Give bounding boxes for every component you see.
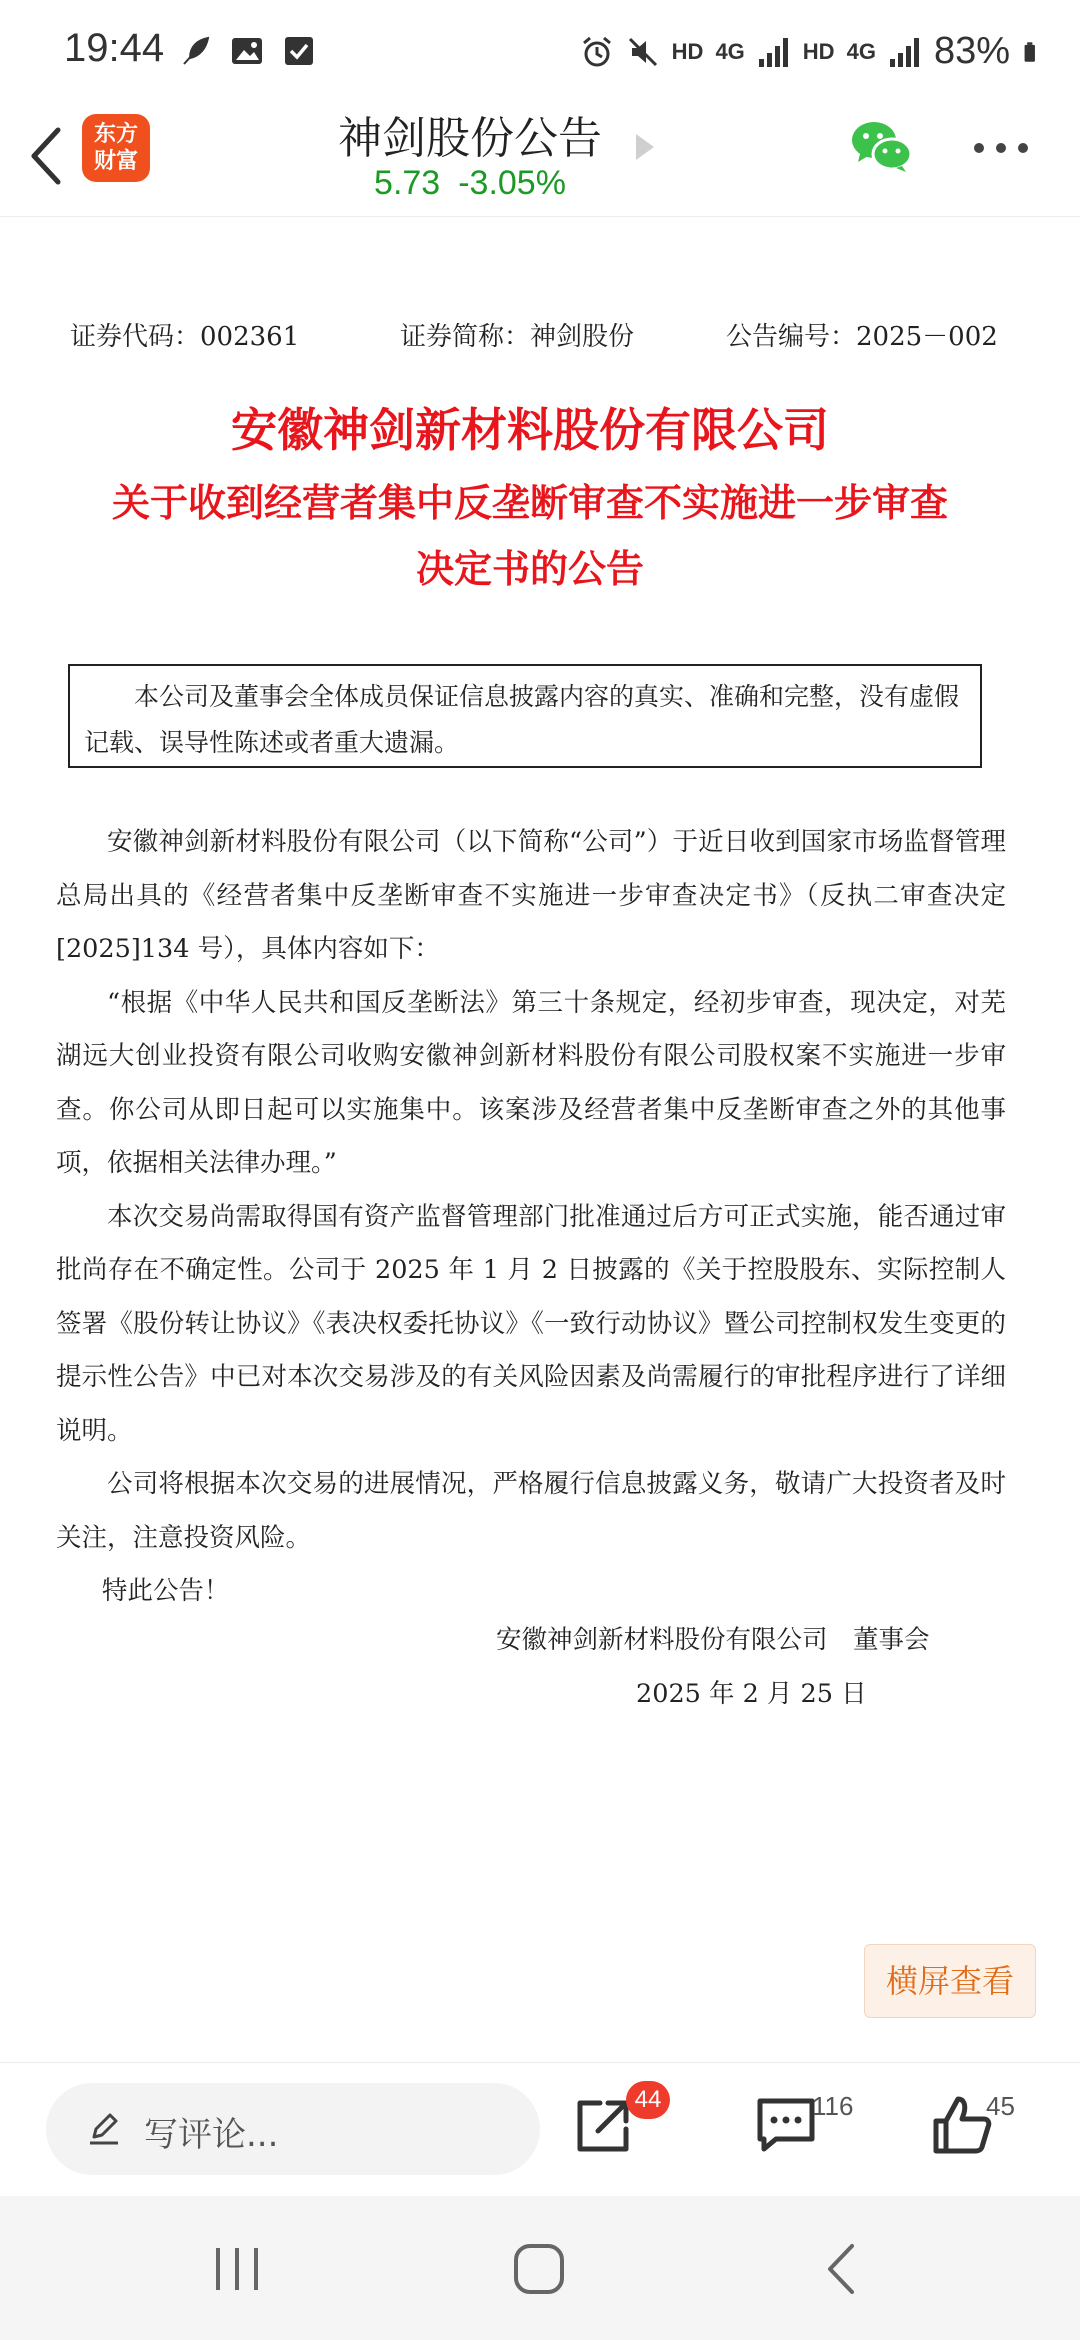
doc-title-line: 决定书的公告 xyxy=(415,547,644,591)
stock-quote xyxy=(0,164,940,203)
signature: 安徽神剑新材料股份有限公司 董事会 xyxy=(496,1625,930,1655)
doc-title-company: 安徽神剑新材料股份有限公司 xyxy=(231,403,829,457)
doc-paragraph: 公司将根据本次交易的进展情况，严格履行信息披露义务，敬请广大投资者及时关注，注意投资风险。 xyxy=(56,1469,1006,1553)
thumbs-up-icon[interactable] xyxy=(930,2093,994,2157)
doc-title-line: 关于收到经营者集中反垄断审查不实施进一步审查 xyxy=(111,481,948,525)
share-count-badge: 44 xyxy=(626,2081,670,2119)
statement-text: 本公司及董事会全体成员保证信息披露内容的真实、准确和完整，没有虚假记载、误导性陈述或者重大遗漏。 xyxy=(84,682,960,757)
doc-paragraph: “根据《中华人民共和国反垄断法》第三十条规定，经初步审查，现决定，对芜湖远大创业投资有限公司收购安徽神剑新材料股份有限公司股权案不实施进一步审查。你公司从即日起可以实施集中。该案涉及经营者集中反垄断审查之外的其他事项，依据相关法律办理。” xyxy=(56,987,1006,1178)
comment-count: 116 xyxy=(812,2091,854,2121)
logo-text-bottom: 财富 xyxy=(93,149,138,174)
doc-date: 2025 年 2 月 25 日 xyxy=(636,1679,867,1709)
stock-change: -3.05% xyxy=(458,164,566,202)
home-icon[interactable] xyxy=(512,2242,566,2296)
statement-box xyxy=(68,664,982,768)
signal-icon xyxy=(888,35,922,69)
play-arrow-icon[interactable] xyxy=(632,132,656,162)
battery-percent: 83% xyxy=(933,30,1010,72)
battery-icon xyxy=(1022,35,1044,69)
page-title: 神剑股份公告 xyxy=(338,113,602,164)
hd-label: HD xyxy=(671,38,704,64)
security-code: 证券代码：002361 xyxy=(70,322,300,352)
landscape-view-button[interactable]: 横屏查看 xyxy=(864,1944,1036,2018)
bottom-action-bar xyxy=(0,2062,1080,2197)
alarm-icon xyxy=(580,35,614,69)
notice-number: 公告编号：2025－002 xyxy=(726,322,998,352)
mute-icon xyxy=(626,35,660,69)
doc-paragraph: 安徽神剑新材料股份有限公司（以下简称“公司”）于近日收到国家市场监督管理总局出具的《经营者集中反垄断审查不实施进一步审查决定书》（反执二审查决定[2025]134 号），具体内容如下： xyxy=(56,827,1006,964)
recents-icon[interactable] xyxy=(212,2244,262,2294)
nav-back-icon[interactable] xyxy=(822,2242,862,2296)
status-bar xyxy=(0,0,1080,100)
wechat-icon[interactable] xyxy=(850,118,912,174)
status-time: 19:44 xyxy=(64,26,165,70)
checkbox-icon xyxy=(282,34,316,68)
signal-icon xyxy=(757,35,791,69)
more-icon[interactable] xyxy=(972,140,1030,156)
stock-price: 5.73 xyxy=(374,164,441,202)
doc-closing: 特此公告！ xyxy=(101,1576,230,1606)
comment-icon[interactable] xyxy=(754,2093,818,2155)
system-nav-bar xyxy=(0,2196,1080,2340)
pencil-icon xyxy=(84,2107,124,2147)
hd-label: HD xyxy=(802,38,835,64)
comment-input[interactable] xyxy=(46,2083,540,2175)
doc-paragraph: 本次交易尚需取得国有资产监督管理部门批准通过后方可正式实施，能否通过审批尚存在不确定性。公司于 2025 年 1 月 2 日披露的《关于控股股东、实际控制人签署《股份转让协议》《表决权委托协议》《一致行动协议》暨公司控制权发生变更的提示性公告》中已对本次交易涉及的有关风险因素及尚需履行的审批程序进行了详细说明。 xyxy=(56,1201,1006,1446)
comment-placeholder: 写评论... xyxy=(144,2115,279,2155)
image-icon xyxy=(230,34,264,68)
feather-icon xyxy=(178,34,212,68)
logo-text-top: 东方 xyxy=(93,122,138,147)
security-short-name: 证券简称：神剑股份 xyxy=(400,322,635,352)
network-label: 4G xyxy=(715,38,745,64)
app-header xyxy=(0,100,1080,217)
doc-body xyxy=(56,816,1006,1619)
like-count: 45 xyxy=(986,2091,1015,2121)
network-label: 4G xyxy=(846,38,876,64)
doc-title-subject xyxy=(0,470,1060,602)
